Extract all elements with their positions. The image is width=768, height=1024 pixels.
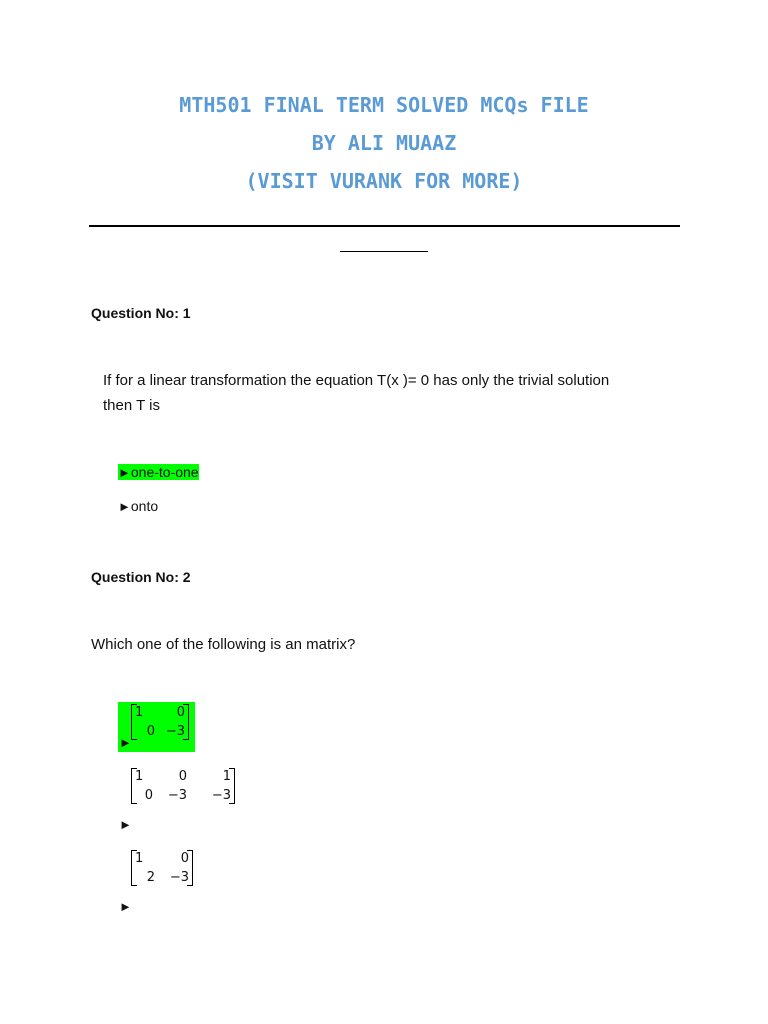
title-line-2: BY ALI MUAAZ xyxy=(311,131,457,155)
option-marker-icon: ► xyxy=(119,899,132,914)
title-line-1: MTH501 FINAL TERM SOLVED MCQs FILE xyxy=(179,93,589,117)
option-text: onto xyxy=(130,498,159,514)
question-2-label: Question No: 2 xyxy=(91,569,191,585)
matrix-cell: 0 xyxy=(176,705,185,720)
question-1-text-line-1: If for a linear transformation the equation T(x )= 0 has only the trivial solution xyxy=(103,372,610,389)
matrix-cell: 1 xyxy=(135,769,144,784)
option-marker-icon: ► xyxy=(118,499,131,514)
matrix-option-2[interactable] xyxy=(131,768,235,804)
matrix-cell: 0 xyxy=(180,851,189,866)
question-1-option-2[interactable] xyxy=(118,498,158,514)
question-1-text-line-2: then T is xyxy=(103,397,160,414)
question-1-label: Question No: 1 xyxy=(91,305,191,321)
matrix-cell: 0 xyxy=(178,769,187,784)
matrix-cell: 1 xyxy=(135,705,144,720)
left-bracket xyxy=(131,768,137,804)
matrix-cell: 1 xyxy=(222,769,231,784)
matrix-cell: −3 xyxy=(167,788,187,803)
matrix-cell: 1 xyxy=(135,851,144,866)
matrix-option-1 xyxy=(131,704,189,740)
option-text: one-to-one xyxy=(130,464,199,480)
left-bracket xyxy=(131,850,137,886)
header-divider xyxy=(89,225,680,227)
title-line-3: (VISIT VURANK FOR MORE) xyxy=(245,169,523,193)
question-2-text: Which one of the following is an matrix? xyxy=(91,636,356,653)
option-marker-icon: ► xyxy=(119,817,132,832)
right-bracket xyxy=(187,850,193,886)
matrix-cell: −3 xyxy=(169,870,189,885)
matrix-cell: 0 xyxy=(144,788,153,803)
left-bracket xyxy=(131,704,137,740)
matrix-cell: 0 xyxy=(146,724,155,739)
matrix-cell: 2 xyxy=(146,870,155,885)
question-1-option-1[interactable] xyxy=(118,464,199,480)
short-underline xyxy=(340,251,428,252)
matrix-cell: −3 xyxy=(211,788,231,803)
matrix-cell: −3 xyxy=(165,724,185,739)
right-bracket xyxy=(183,704,189,740)
right-bracket xyxy=(229,768,235,804)
option-marker-icon: ► xyxy=(119,735,132,750)
option-marker-icon: ► xyxy=(118,465,131,480)
matrix-option-3[interactable] xyxy=(131,850,193,886)
